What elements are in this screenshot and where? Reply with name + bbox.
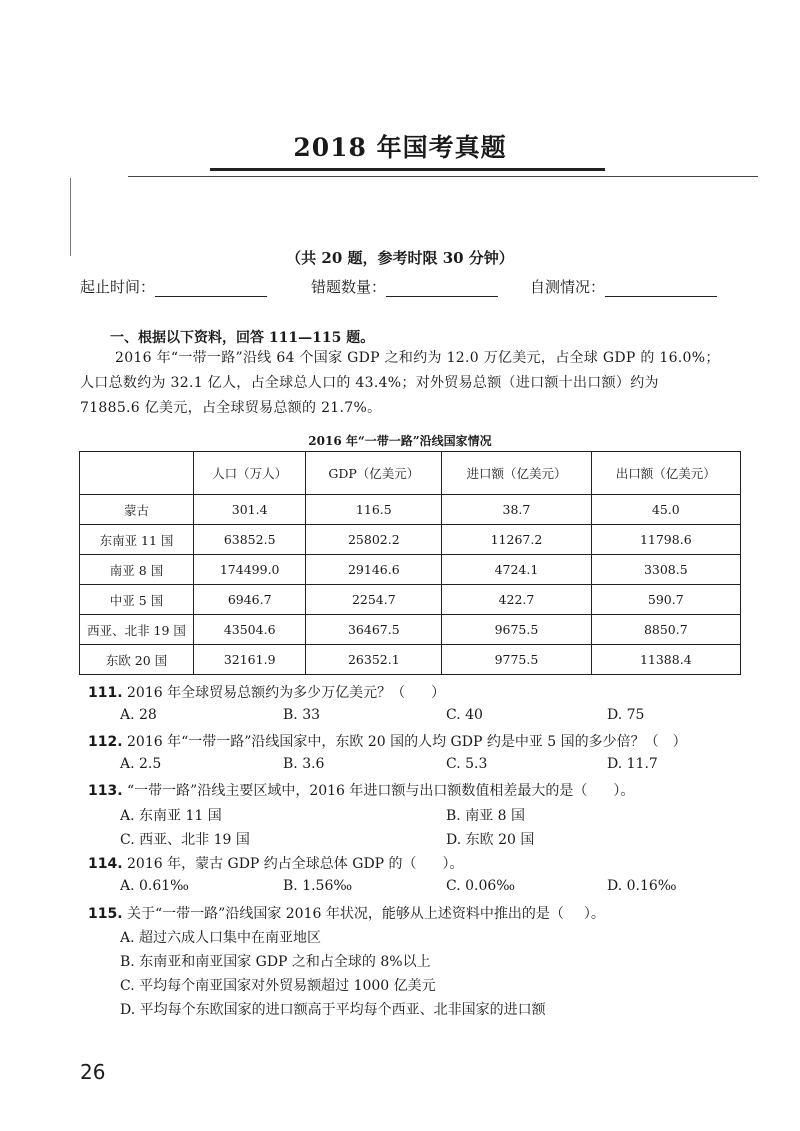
- start-time-label: 起止时间：: [80, 278, 156, 296]
- question-number: 115.: [88, 906, 123, 922]
- table-cell: 25802.2: [306, 525, 442, 555]
- table-cell: 中亚 5 国: [80, 585, 194, 615]
- table-cell: 174499.0: [194, 555, 306, 585]
- table-cell: 11798.6: [591, 525, 740, 555]
- table-cell: 东南亚 11 国: [80, 525, 194, 555]
- start-time-blank: [155, 281, 267, 297]
- data-table: [79, 451, 741, 675]
- wrong-count-field: [311, 276, 498, 297]
- option[interactable]: B. 南亚 8 国: [446, 808, 525, 824]
- table-header-cell: 出口额（亿美元）: [591, 452, 740, 495]
- option[interactable]: C. 西亚、北非 19 国: [120, 832, 250, 848]
- table-cell: 36467.5: [306, 615, 442, 645]
- option[interactable]: D. 0.16‰: [607, 878, 677, 894]
- option[interactable]: A. 2.5: [120, 756, 162, 772]
- option[interactable]: C. 5.3: [446, 756, 488, 772]
- table-cell: 422.7: [442, 585, 591, 615]
- question-text: 关于“一带一路”沿线国家 2016 年状况，能够从上述资料中推出的是（: [127, 906, 564, 922]
- question-115: [88, 903, 605, 923]
- question-close: ）。: [613, 783, 635, 799]
- self-check-blank: [605, 281, 717, 297]
- table-cell: 3308.5: [591, 555, 740, 585]
- question-number: 114.: [88, 856, 123, 872]
- table-cell: 26352.1: [306, 645, 442, 675]
- table-row: [80, 585, 741, 615]
- start-time-field: [80, 276, 267, 297]
- table-cell: 29146.6: [306, 555, 442, 585]
- table-cell: 8850.7: [591, 615, 740, 645]
- question-text: 2016 年全球贸易总额约为多少万亿美元？（: [127, 685, 406, 701]
- table-row: [80, 525, 741, 555]
- table-cell: 6946.7: [194, 585, 306, 615]
- title-rule-thick: [210, 168, 605, 171]
- option[interactable]: C. 0.06‰: [446, 878, 516, 894]
- title-rule-thin: [128, 176, 758, 177]
- table-cell: 38.7: [442, 495, 591, 525]
- paragraph-line: 人口总数约为 32.1 亿人，占全球总人口的 43.4%；对外贸易总额（进口额十出口额）约为: [80, 375, 659, 391]
- paragraph-line: 71885.6 亿美元，占全球贸易总额的 21.7%。: [80, 400, 382, 416]
- table-cell: 东欧 20 国: [80, 645, 194, 675]
- table-cell: 南亚 8 国: [80, 555, 194, 585]
- exam-subtitle: （共 20 题，参考时限 30 分钟）: [286, 249, 514, 267]
- option[interactable]: C. 平均每个南亚国家对外贸易额超过 1000 亿美元: [120, 978, 436, 994]
- table-cell: 301.4: [194, 495, 306, 525]
- question-text: 2016 年，蒙古 GDP 约占全球总体 GDP 的（: [127, 856, 417, 872]
- option[interactable]: D. 东欧 20 国: [446, 832, 535, 848]
- self-check-label: 自测情况：: [530, 278, 606, 296]
- table-cell: 63852.5: [194, 525, 306, 555]
- question-111: [88, 682, 445, 702]
- question-close: ）: [672, 734, 687, 750]
- question-close: ）。: [583, 906, 605, 922]
- option[interactable]: A. 东南亚 11 国: [120, 808, 222, 824]
- table-cell: 11388.4: [591, 645, 740, 675]
- table-row: [80, 645, 741, 675]
- page-title: 2018 年国考真题: [293, 133, 507, 162]
- self-check-field: [530, 276, 717, 297]
- question-number: 112.: [88, 734, 123, 750]
- question-number: 111.: [88, 685, 123, 701]
- table-row: [80, 615, 741, 645]
- table-header-cell: 人口（万人）: [194, 452, 306, 495]
- table-cell: 2254.7: [306, 585, 442, 615]
- table-cell: 45.0: [591, 495, 740, 525]
- wrong-count-blank: [386, 281, 498, 297]
- option[interactable]: B. 1.56‰: [283, 878, 353, 894]
- table-cell: 116.5: [306, 495, 442, 525]
- option[interactable]: C. 40: [446, 707, 483, 723]
- option[interactable]: B. 3.6: [283, 756, 325, 772]
- table-cell: 32161.9: [194, 645, 306, 675]
- question-114: [88, 853, 464, 873]
- table-cell: 9675.5: [442, 615, 591, 645]
- material-paragraph: [80, 346, 740, 421]
- table-row: [80, 495, 741, 525]
- question-number: 113.: [88, 783, 123, 799]
- paragraph-line: 2016 年“一带一路”沿线 64 个国家 GDP 之和约为 12.0 万亿美元，占全球 GDP 的 16.0%；: [115, 350, 720, 366]
- option[interactable]: D. 平均每个东欧国家的进口额高于平均每个西亚、北非国家的进口额: [120, 1002, 546, 1018]
- option[interactable]: A. 超过六成人口集中在南亚地区: [120, 930, 322, 946]
- question-text: 2016 年“一带一路”沿线国家中，东欧 20 国的人均 GDP 约是中亚 5 国的多少倍？（: [127, 734, 659, 750]
- question-112: [88, 731, 687, 751]
- option[interactable]: A. 28: [120, 707, 157, 723]
- option[interactable]: A. 0.61‰: [120, 878, 189, 894]
- table-cell: 11267.2: [442, 525, 591, 555]
- table-cell: 9775.5: [442, 645, 591, 675]
- table-header-cell: 进口额（亿美元）: [442, 452, 591, 495]
- question-close: ）: [431, 685, 446, 701]
- table-header-row: [80, 452, 741, 495]
- option[interactable]: B. 33: [283, 707, 321, 723]
- wrong-count-label: 错题数量：: [311, 278, 387, 296]
- section-heading: 一、根据以下资料，回答 111—115 题。: [110, 330, 375, 346]
- margin-rule: [70, 178, 71, 256]
- question-close: ）。: [442, 856, 464, 872]
- table-row: [80, 555, 741, 585]
- option[interactable]: D. 11.7: [607, 756, 658, 772]
- table-cell: 蒙古: [80, 495, 194, 525]
- table-cell: 西亚、北非 19 国: [80, 615, 194, 645]
- page-number: 26: [80, 1060, 106, 1084]
- table-caption: 2016 年“一带一路”沿线国家情况: [308, 434, 492, 448]
- question-text: “一带一路”沿线主要区域中，2016 年进口额与出口额数值相差最大的是（: [127, 783, 588, 799]
- table-header-cell: GDP（亿美元）: [306, 452, 442, 495]
- option[interactable]: D. 75: [607, 707, 645, 723]
- option[interactable]: B. 东南亚和南亚国家 GDP 之和占全球的 8%以上: [120, 954, 431, 970]
- table-cell: 43504.6: [194, 615, 306, 645]
- question-113: [88, 780, 634, 800]
- table-cell: 4724.1: [442, 555, 591, 585]
- table-cell: 590.7: [591, 585, 740, 615]
- table-header-cell: [80, 452, 194, 495]
